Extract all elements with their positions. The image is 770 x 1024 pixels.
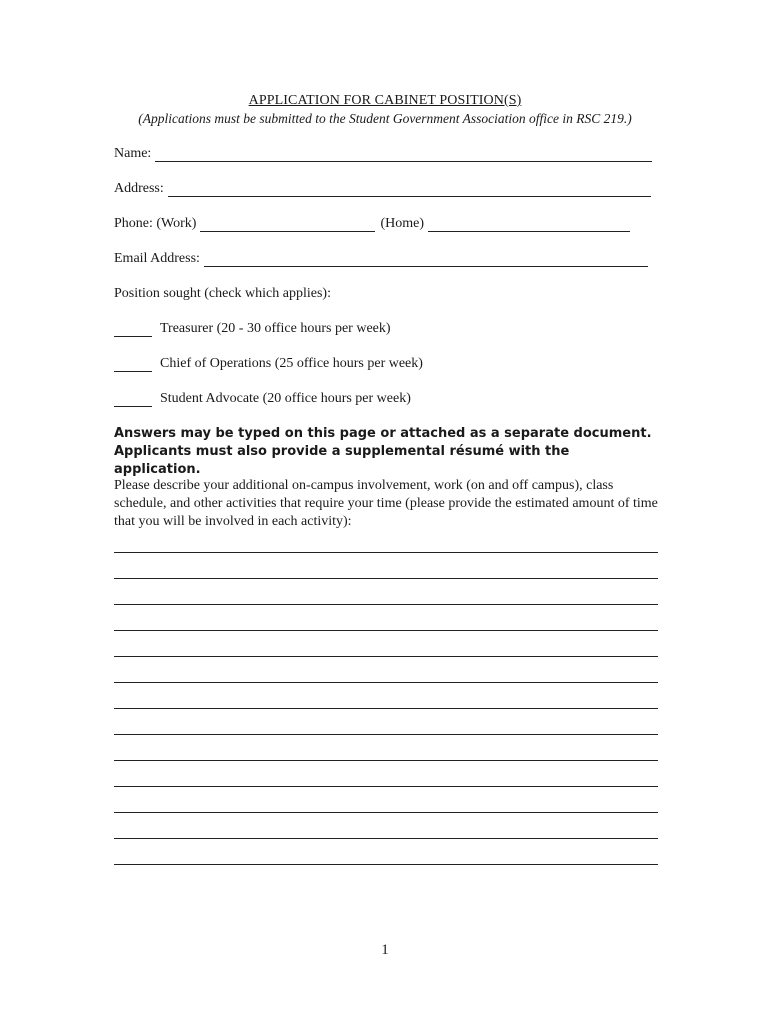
position-label: Treasurer (20 - 30 office hours per week) <box>160 321 391 336</box>
position-label: Chief of Operations (25 office hours per week) <box>160 356 423 371</box>
name-field-row <box>114 146 652 162</box>
answer-line[interactable] <box>114 864 658 890</box>
phone-field-row <box>114 216 630 232</box>
answer-line[interactable] <box>114 838 658 864</box>
instructions-note: Answers may be typed on this page or attached as a separate document. Applicants must also provide a supplemental résumé with the application. <box>114 426 652 477</box>
answer-lines-area[interactable] <box>114 552 658 890</box>
form-title: APPLICATION FOR CABINET POSITION(S) <box>248 93 522 108</box>
answer-line[interactable] <box>114 734 658 760</box>
email-input-line[interactable] <box>204 252 648 267</box>
answer-line[interactable] <box>114 812 658 838</box>
phone-work-input-line[interactable] <box>200 217 375 232</box>
treasurer-check-line[interactable] <box>114 322 152 337</box>
name-input-line[interactable] <box>155 147 652 162</box>
form-subtitle: (Applications must be submitted to the Student Government Association office in RSC 219.) <box>138 111 632 126</box>
answer-line[interactable] <box>114 682 658 708</box>
phone-home-label: (Home) <box>380 216 425 231</box>
name-label: Name: <box>114 146 152 161</box>
student-advocate-check-line[interactable] <box>114 392 152 407</box>
address-label: Address: <box>114 181 164 196</box>
answer-line[interactable] <box>114 760 658 786</box>
email-label: Email Address: <box>114 251 200 266</box>
address-field-row <box>114 181 651 197</box>
answer-line[interactable] <box>114 708 658 734</box>
position-prompt: Position sought (check which applies): <box>114 286 331 301</box>
address-input-line[interactable] <box>168 182 651 197</box>
phone-work-label: Phone: (Work) <box>114 216 197 231</box>
chief-of-operations-check-line[interactable] <box>114 357 152 372</box>
answer-line[interactable] <box>114 604 658 630</box>
phone-home-input-line[interactable] <box>428 217 630 232</box>
answer-line[interactable] <box>114 656 658 682</box>
answer-line[interactable] <box>114 630 658 656</box>
answer-line[interactable] <box>114 578 658 604</box>
answer-line[interactable] <box>114 786 658 812</box>
position-label: Student Advocate (20 office hours per week) <box>160 391 411 406</box>
email-field-row <box>114 251 648 267</box>
position-option-chief-of-operations <box>114 356 423 372</box>
position-option-student-advocate <box>114 391 411 407</box>
position-option-treasurer <box>114 321 391 337</box>
page-number: 1 <box>381 942 389 958</box>
answer-line[interactable] <box>114 552 658 578</box>
describe-prompt: Please describe your additional on-campus involvement, work (on and off campus), class schedule, and other activities that require your time (please provide the estimated amount of time that you will be involved in each activity): <box>114 478 658 529</box>
